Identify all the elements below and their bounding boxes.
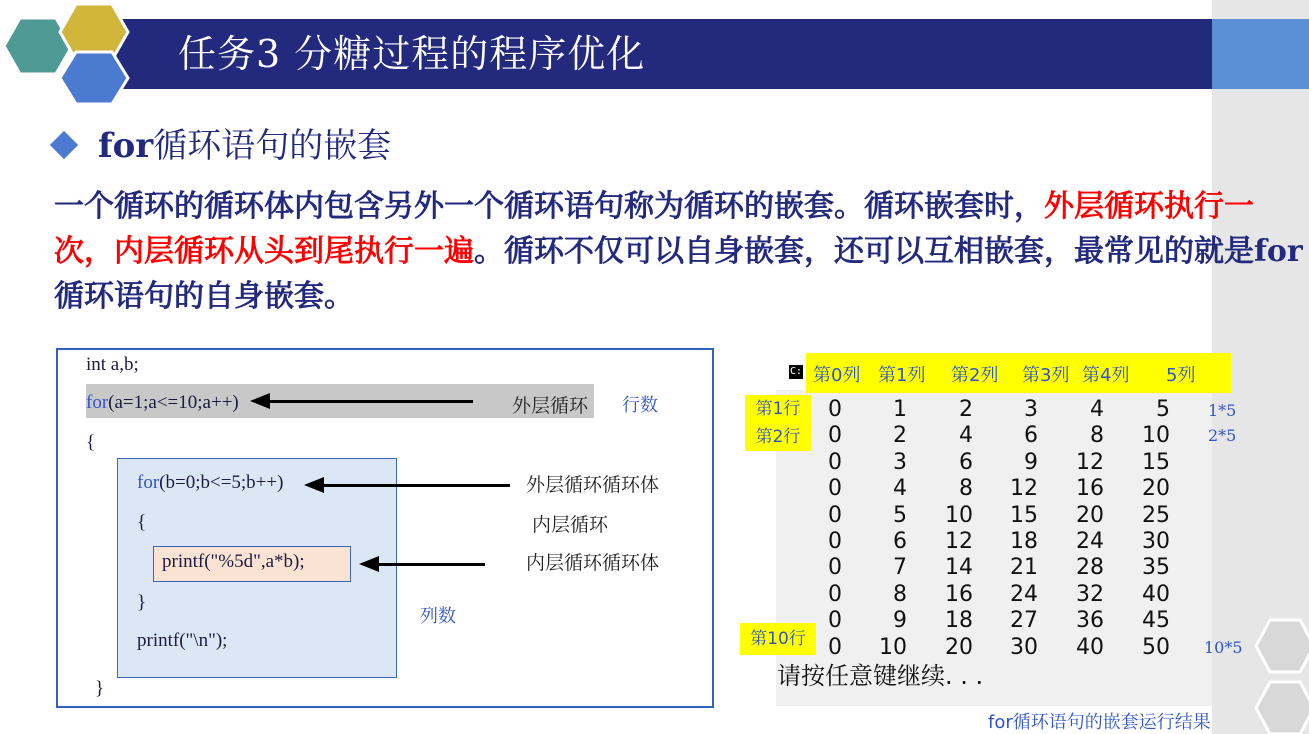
grid-cell: 0 (828, 423, 842, 449)
header-col-0: 第0列 (813, 365, 861, 386)
press-any-key-text: 请按任意键继续. . . (777, 662, 984, 690)
code-inner-for (137, 472, 283, 494)
grid-cell: 3 (893, 449, 907, 475)
grid-cell: 12 (1010, 476, 1038, 502)
heading-keyword: for (98, 126, 154, 166)
grid-cell: 50 (1142, 634, 1170, 660)
grid-cell: 4 (893, 476, 907, 502)
grid-cell: 0 (828, 608, 842, 634)
grid-cell: 12 (1076, 449, 1104, 475)
section-heading (50, 122, 391, 170)
header-col-5: 5列 (1166, 365, 1196, 386)
row-label-10: 第10行 (740, 623, 816, 655)
grid-cell: 45 (1142, 608, 1170, 634)
code-declaration: int a,b; (86, 354, 139, 375)
grid-cell: 16 (1076, 476, 1104, 502)
grid-cell: 3 (1024, 397, 1038, 422)
grid-cell: 10 (879, 634, 907, 660)
arrow-left-icon (359, 556, 379, 572)
grid-cell: 14 (945, 555, 973, 581)
code-inner-brace-close: } (137, 592, 147, 613)
label-inner-body: 内层循环循环体 (526, 552, 660, 574)
grid-cell: 18 (945, 608, 973, 634)
grid-cell: 28 (1076, 555, 1104, 581)
heading-text: 循环语句的嵌套 (153, 126, 392, 166)
grid-cell: 5 (1156, 397, 1170, 422)
note-row-1: 1*5 (1208, 401, 1237, 420)
grid-cell: 0 (828, 397, 842, 422)
grid-cell: 0 (828, 581, 842, 607)
grid-cell: 21 (1010, 555, 1038, 581)
grid-cell: 8 (893, 581, 907, 607)
grid-cell: 16 (945, 581, 973, 607)
title-bar-accent (1212, 19, 1309, 89)
para-text-3: 循环语句的自身嵌套。 (54, 279, 354, 314)
grid-cell: 9 (893, 608, 907, 634)
code-inner-brace-open: { (137, 512, 147, 533)
label-cols: 列数 (420, 606, 456, 627)
grid-cell: 30 (1010, 634, 1038, 660)
grid-cell: 20 (945, 634, 973, 660)
header-col-4: 第4列 (1082, 365, 1130, 386)
grid-cell: 20 (1142, 476, 1170, 502)
grid-cell: 2 (893, 423, 907, 449)
grid-cell: 0 (828, 555, 842, 581)
row-label-2: 第2行 (745, 423, 811, 451)
grid-cell: 8 (1090, 423, 1104, 449)
header-col-1: 第1列 (878, 365, 926, 386)
hexagon-logo-icon (0, 0, 140, 105)
grid-cell: 32 (1076, 581, 1104, 607)
grid-cell: 0 (828, 476, 842, 502)
grid-cell: 1 (893, 397, 907, 422)
grid-cell: 0 (828, 449, 842, 475)
grid-cell: 10 (1142, 423, 1170, 449)
grid-cell: 8 (959, 476, 973, 502)
grid-cell: 6 (959, 449, 973, 475)
label-rows: 行数 (622, 395, 658, 416)
grid-cell: 5 (893, 502, 907, 528)
arrow-outer-loop (268, 400, 473, 403)
para-text-1: 一个循环的循环体内包含另外一个循环语句称为循环的嵌套。循环嵌套时， (54, 189, 1044, 224)
keyword-for: for (137, 472, 160, 493)
grid-cell: 7 (893, 555, 907, 581)
grid-cell: 35 (1142, 555, 1170, 581)
grid-cell: 0 (828, 502, 842, 528)
grid-cell: 12 (945, 529, 973, 554)
grid-cell: 9 (1024, 449, 1038, 475)
label-inner-loop: 内层循环 (532, 514, 609, 536)
outer-for-condition: (a=1;a<=10;a++) (108, 392, 239, 413)
label-outer-body: 外层循环循环体 (526, 474, 660, 496)
grid-cell: 24 (1076, 529, 1104, 554)
grid-cell: 6 (893, 529, 907, 554)
arrow-left-icon (250, 393, 270, 409)
label-outer-loop: 外层循环 (512, 395, 589, 417)
note-row-10: 10*5 (1204, 638, 1243, 657)
grid-cell: 0 (828, 634, 842, 660)
grid-cell: 20 (1076, 502, 1104, 528)
para-text-2: 。循环不仅可以自身嵌套，还可以互相嵌套，最常见的就是 (474, 234, 1254, 269)
page-title: 任务3 分糖过程的程序优化 (178, 32, 646, 76)
header-col-2: 第2列 (951, 365, 999, 386)
grid-cell: 40 (1142, 581, 1170, 607)
para-emphasis: 外层循环执行一次，内层循环从头到尾执行一遍 (54, 189, 1254, 269)
inner-for-condition: (b=0;b<=5;b++) (159, 472, 284, 493)
arrow-outer-body (322, 484, 510, 487)
arrow-inner-body (377, 563, 485, 566)
grid-cell: 40 (1076, 634, 1104, 660)
code-outer-for (86, 392, 239, 414)
console-icon: C: (789, 366, 803, 377)
description-paragraph (54, 184, 1306, 319)
bullet-diamond-icon (50, 131, 78, 159)
grid-cell: 15 (1010, 502, 1038, 528)
code-brace-open: { (86, 432, 96, 453)
grid-cell: 27 (1010, 608, 1038, 634)
header-col-3: 第3列 (1022, 365, 1070, 386)
grid-cell: 15 (1142, 449, 1170, 475)
row-label-1: 第1行 (745, 395, 811, 423)
grid-cell: 0 (828, 529, 842, 554)
grid-cell: 25 (1142, 502, 1170, 528)
hexagon-decoration-icon (1250, 610, 1309, 734)
grid-cell: 36 (1076, 608, 1104, 634)
grid-cell: 30 (1142, 529, 1170, 554)
grid-cell: 4 (1090, 397, 1104, 422)
code-brace-close: } (95, 678, 105, 699)
grid-cell: 24 (1010, 581, 1038, 607)
arrow-left-icon (304, 477, 324, 493)
grid-cell: 10 (945, 502, 973, 528)
grid-cell: 6 (1024, 423, 1038, 449)
note-row-2: 2*5 (1208, 426, 1237, 445)
keyword-for: for (86, 392, 109, 413)
grid-cell: 18 (1010, 529, 1038, 554)
figure-caption: for循环语句的嵌套运行结果 (988, 712, 1211, 733)
grid-cell: 4 (959, 423, 973, 449)
grid-cell: 2 (959, 397, 973, 422)
code-printf: printf("%5d",a*b); (162, 551, 305, 572)
code-printf-newline: printf("\n"); (137, 630, 228, 651)
para-keyword: for (1254, 234, 1303, 269)
